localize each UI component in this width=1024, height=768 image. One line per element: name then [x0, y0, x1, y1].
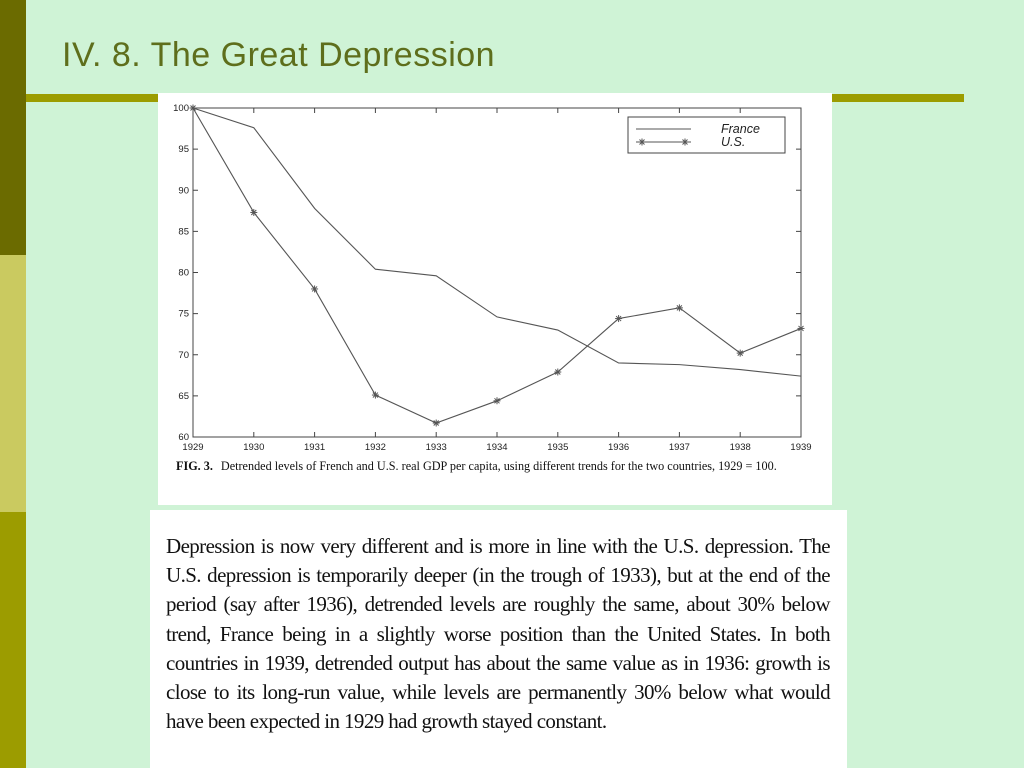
slide-title: IV. 8. The Great Depression: [62, 36, 496, 74]
x-tick-label: 1933: [425, 442, 447, 453]
legend: [628, 117, 785, 153]
text-excerpt-panel: [150, 510, 847, 768]
data-point-us: [494, 397, 501, 404]
data-point-us: [615, 315, 622, 322]
figure-caption: [160, 459, 828, 473]
x-tick-label: 1934: [486, 442, 508, 453]
x-tick-label: 1936: [608, 442, 630, 453]
data-point-us: [372, 392, 379, 399]
figure-caption-text: Detrended levels of French and U.S. real GDP per capita, using different trends for the two countries, 1929 = 100.: [220, 459, 777, 473]
x-tick-label: 1939: [790, 442, 812, 453]
y-tick-label: 60: [178, 432, 189, 443]
x-tick-label: 1930: [243, 442, 265, 453]
legend-us-label: U.S.: [721, 135, 746, 149]
y-tick-label: 90: [178, 185, 189, 197]
data-point-us: [190, 105, 197, 112]
figure-label: FIG. 3.: [176, 459, 213, 473]
gdp-line-chart: [158, 93, 832, 459]
data-point-us: [554, 369, 561, 376]
side-accent-middle: [0, 255, 26, 512]
y-tick-label: 80: [178, 267, 189, 279]
x-tick-label: 1935: [547, 442, 569, 453]
legend-us-star-left: [639, 139, 646, 146]
legend-us-star-right: [682, 139, 689, 146]
y-tick-label: 95: [178, 144, 189, 156]
y-tick-label: 70: [178, 349, 189, 361]
side-accent-bottom: [0, 512, 26, 768]
y-tick-label: 75: [178, 308, 189, 320]
x-tick-label: 1931: [304, 442, 326, 453]
x-tick-label: 1932: [364, 442, 386, 453]
data-point-us: [798, 325, 805, 332]
y-axis-labels: [173, 103, 189, 443]
data-point-us: [433, 420, 440, 427]
x-tick-label: 1937: [668, 442, 690, 453]
series-line-us: [193, 108, 801, 423]
legend-box: [628, 117, 785, 153]
data-point-us: [250, 209, 257, 216]
data-point-us: [311, 285, 318, 292]
side-accent-top: [0, 0, 26, 255]
x-axis-labels: [182, 442, 811, 453]
y-tick-label: 65: [178, 390, 189, 402]
x-tick-label: 1929: [182, 442, 204, 453]
axis-ticks: [193, 108, 801, 437]
x-tick-label: 1938: [729, 442, 751, 453]
excerpt-paragraph: Depression is now very different and is more in line with the U.S. depression. The U.S. depression is temporarily deeper (in the trough of 1933), but at the end of the period (say after 1936), detrended levels are roughly the same, about 30% below trend, France being in a slightly worse position than the United States. In both countries in 1939, detrended output has about the same value as in 1936: growth is close to its long-run value, while levels are permanently 30% below what would have been expected in 1929 had growth stayed constant.: [166, 534, 830, 734]
data-point-us: [737, 350, 744, 357]
legend-france-label: France: [721, 122, 760, 136]
y-tick-label: 100: [173, 103, 189, 114]
figure-panel: [158, 93, 832, 505]
y-tick-label: 85: [178, 226, 189, 238]
plot-area-frame: [193, 108, 801, 437]
data-point-us: [676, 304, 683, 311]
